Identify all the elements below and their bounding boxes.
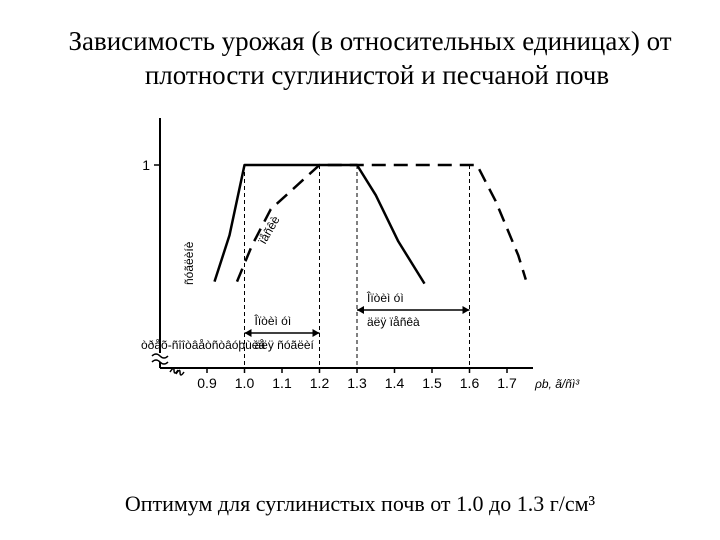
curve-label-1: ñóãëèíè: [182, 241, 196, 285]
title-line-1: Зависимость урожая (в относительных единицах) от: [68, 26, 672, 56]
optimum-label: Îïòèì óì: [367, 291, 404, 305]
x-tick-label: 1.5: [422, 375, 442, 391]
optimum-arrow-head-left: [245, 329, 252, 337]
x-axis-break: [170, 368, 184, 375]
chart-caption: Оптимум для суглинистых почв от 1.0 до 1.3 г/см³: [124, 491, 596, 516]
x-tick-label: 1.4: [384, 375, 405, 391]
optimum-label: äëÿ ñóãëèí: [254, 338, 314, 352]
x-tick-label: 1.1: [272, 375, 292, 391]
optimum-label: äëÿ ïåñêà: [367, 315, 420, 329]
y-axis-note: òðåõ-ñîîòâåòñòâóþùèå: [141, 338, 266, 352]
x-tick-label: 1.3: [347, 375, 367, 391]
y-tick-label: 1: [142, 157, 150, 173]
x-tick-label: 1.2: [309, 375, 330, 391]
optimum-arrow-head-left: [357, 306, 364, 314]
curve-label-2: ïåñêè: [255, 213, 283, 247]
x-tick-label: 1.6: [459, 375, 480, 391]
title-line-2: плотности суглинистой и песчаной почв: [144, 60, 610, 90]
x-tick-label: 1.7: [497, 375, 517, 391]
optimum-guides: [245, 165, 470, 368]
optimum-arrow-head-right: [463, 306, 470, 314]
x-axis-label: ρb, ã/ñì³: [535, 377, 580, 391]
x-tick-label: 0.9: [197, 375, 217, 391]
optimum-label: Îïòèì óì: [254, 314, 292, 328]
optimum-arrow-head-right: [313, 329, 320, 337]
chart-annotations: [141, 213, 283, 352]
chart-series: [215, 165, 526, 284]
y-axis-break: [152, 354, 168, 364]
x-tick-label: 1.0: [234, 375, 255, 391]
